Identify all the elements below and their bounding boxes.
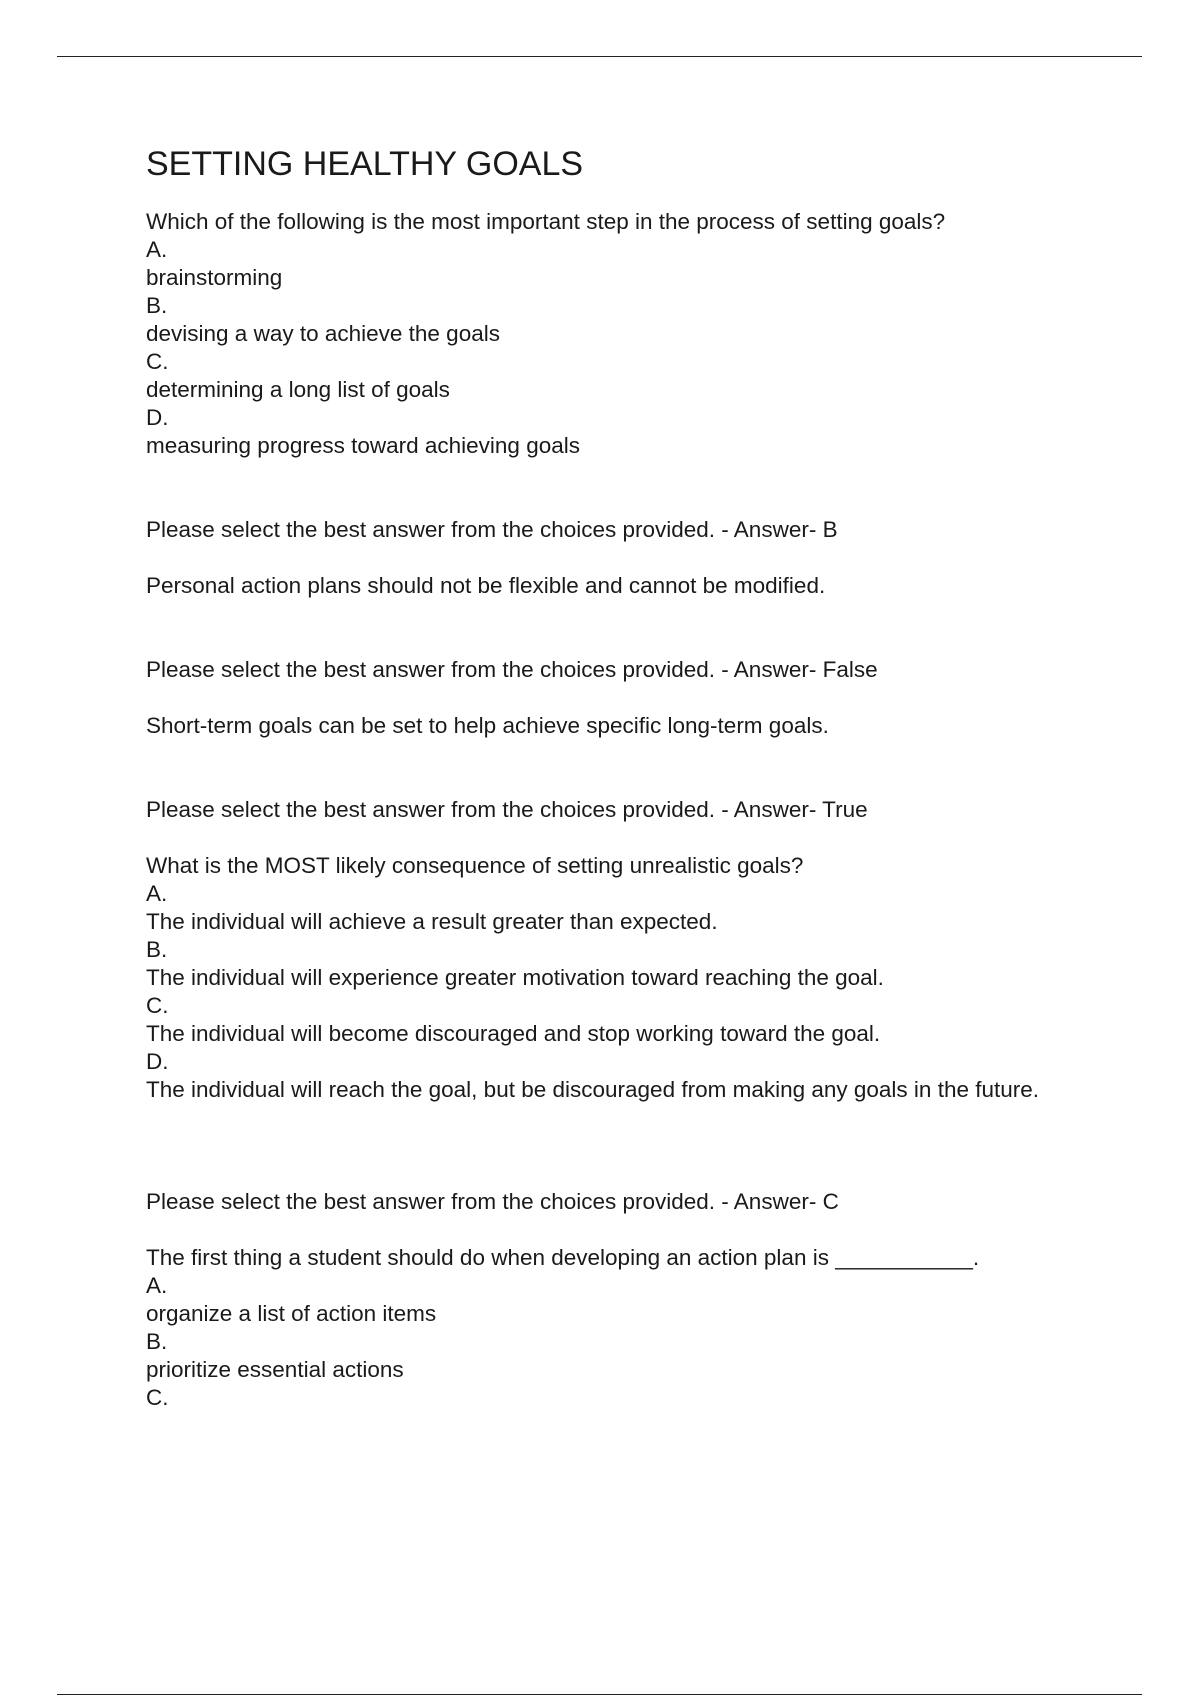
question-prompt: What is the MOST likely consequence of setting unrealistic goals? bbox=[146, 853, 804, 878]
option-text: The individual will become discouraged and stop working toward the goal. bbox=[146, 1021, 881, 1046]
option-letter: C. bbox=[146, 1385, 169, 1410]
bottom-rule bbox=[57, 1694, 1142, 1695]
question-prompt: Personal action plans should not be flexible and cannot be modified. bbox=[146, 573, 826, 598]
option-letter: D. bbox=[146, 405, 169, 430]
question-4 bbox=[146, 852, 1046, 1216]
option-letter: D. bbox=[146, 1049, 169, 1074]
answer-line: Please select the best answer from the choices provided. - Answer- False bbox=[146, 657, 878, 682]
option-text: determining a long list of goals bbox=[146, 377, 450, 402]
option-text: organize a list of action items bbox=[146, 1301, 437, 1326]
top-rule bbox=[57, 56, 1142, 57]
answer-line: Please select the best answer from the choices provided. - Answer- C bbox=[146, 1189, 839, 1214]
question-prompt: The first thing a student should do when developing an action plan is ___________. bbox=[146, 1245, 980, 1270]
question-2 bbox=[146, 572, 1046, 684]
question-1 bbox=[146, 208, 1046, 544]
document-title: SETTING HEALTHY GOALS bbox=[146, 145, 584, 183]
option-letter: B. bbox=[146, 293, 168, 318]
option-text: prioritize essential actions bbox=[146, 1357, 404, 1382]
question-3 bbox=[146, 712, 1046, 824]
option-letter: B. bbox=[146, 937, 168, 962]
option-text: The individual will reach the goal, but be discouraged from making any goals in the future. bbox=[146, 1077, 1040, 1102]
option-letter: B. bbox=[146, 1329, 168, 1354]
answer-line: Please select the best answer from the choices provided. - Answer- True bbox=[146, 797, 868, 822]
option-letter: C. bbox=[146, 349, 169, 374]
option-letter: C. bbox=[146, 993, 169, 1018]
option-text: The individual will achieve a result greater than expected. bbox=[146, 909, 718, 934]
option-letter: A. bbox=[146, 237, 168, 262]
document-body bbox=[146, 140, 1046, 1412]
option-text: devising a way to achieve the goals bbox=[146, 321, 500, 346]
option-text: brainstorming bbox=[146, 265, 283, 290]
option-text: The individual will experience greater motivation toward reaching the goal. bbox=[146, 965, 884, 990]
question-5 bbox=[146, 1244, 1046, 1412]
option-text: measuring progress toward achieving goals bbox=[146, 433, 580, 458]
answer-line: Please select the best answer from the choices provided. - Answer- B bbox=[146, 517, 838, 542]
question-prompt: Short-term goals can be set to help achieve specific long-term goals. bbox=[146, 713, 829, 738]
option-letter: A. bbox=[146, 1273, 168, 1298]
option-letter: A. bbox=[146, 881, 168, 906]
question-prompt: Which of the following is the most important step in the process of setting goals? bbox=[146, 209, 946, 234]
